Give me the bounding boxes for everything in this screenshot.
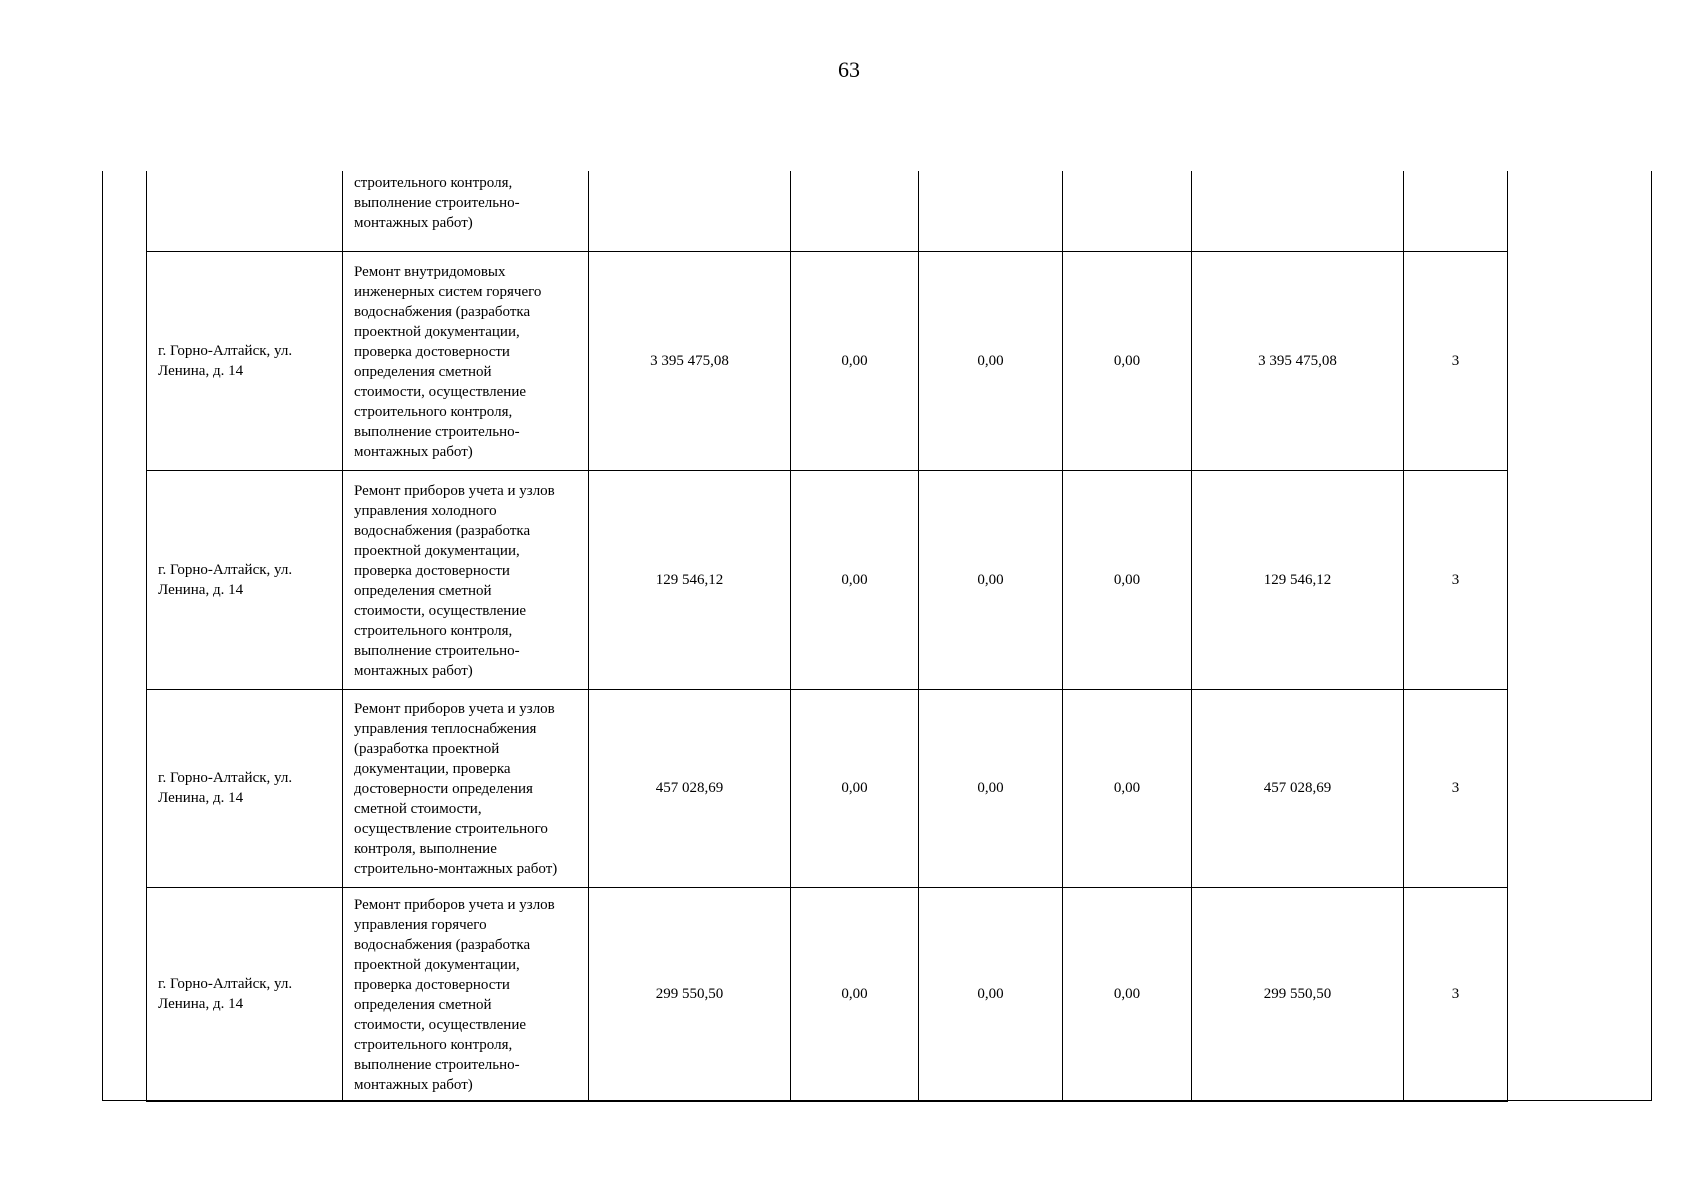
amount-2-cell: [919, 171, 1063, 251]
table-row: [147, 251, 1508, 470]
address-cell: [147, 251, 343, 470]
description-cell: [343, 251, 589, 470]
address-text: г. Горно-Алтайск, ул. Ленина, д. 14: [158, 976, 293, 1012]
address-text: г. Горно-Алтайск, ул. Ленина, д. 14: [158, 561, 293, 598]
address-text: г. Горно-Алтайск, ул. Ленина, д. 14: [158, 770, 293, 806]
amount-total-cell: 129 546,12: [589, 470, 791, 689]
description-cell: [343, 470, 589, 689]
amount-3-cell: 0,00: [1063, 887, 1192, 1101]
amount-2-cell: 0,00: [919, 887, 1063, 1101]
description-cell: [343, 689, 589, 887]
address-cell: [147, 470, 343, 689]
count-cell: [1404, 171, 1508, 251]
table-row-continuation: [147, 171, 1508, 251]
amount-2-cell: 0,00: [919, 689, 1063, 887]
table-row: [147, 470, 1508, 689]
amount-1-cell: 0,00: [791, 887, 919, 1101]
amount-1-cell: 0,00: [791, 251, 919, 470]
table-row: [147, 887, 1508, 1101]
address-cell: [147, 689, 343, 887]
amount-2-cell: 0,00: [919, 470, 1063, 689]
amount-total-cell: 299 550,50: [589, 887, 791, 1101]
description-text: Ремонт приборов учета и узлов управления горячего водоснабжения (разработка проектной документации, проверка достоверности определения сметной стоимости, осуществление строительного контроля, выполнение строительно- монтажных работ): [354, 897, 555, 1093]
count-cell: 3: [1404, 689, 1508, 887]
amount-3-cell: 0,00: [1063, 251, 1192, 470]
address-text: г. Горно-Алтайск, ул. Ленина, д. 14: [158, 342, 293, 379]
page-number: 63: [838, 57, 860, 82]
description-text: строительного контроля, выполнение строительно- монтажных работ): [354, 175, 520, 231]
amount-4-cell: 457 028,69: [1192, 689, 1404, 887]
amount-3-cell: 0,00: [1063, 689, 1192, 887]
amount-1-cell: [791, 171, 919, 251]
amount-total-cell: 457 028,69: [589, 689, 791, 887]
works-table: [146, 171, 1508, 1102]
description-cell: [343, 171, 589, 251]
amount-total-cell: [589, 171, 791, 251]
address-cell: [147, 887, 343, 1101]
amount-1-cell: 0,00: [791, 470, 919, 689]
count-cell: 3: [1404, 251, 1508, 470]
amount-1-cell: 0,00: [791, 689, 919, 887]
count-cell: 3: [1404, 887, 1508, 1101]
description-text: Ремонт приборов учета и узлов управления теплоснабжения (разработка проектной документации, проверка достоверности определения сметной стоимости, осуществление строительного контроля, выполнение строительно-монтажных работ): [354, 701, 558, 877]
description-cell: [343, 887, 589, 1101]
amount-2-cell: 0,00: [919, 251, 1063, 470]
amount-total-cell: 3 395 475,08: [589, 251, 791, 470]
count-cell: 3: [1404, 470, 1508, 689]
amount-4-cell: 299 550,50: [1192, 887, 1404, 1101]
amount-4-cell: 3 395 475,08: [1192, 251, 1404, 470]
amount-4-cell: [1192, 171, 1404, 251]
address-cell: [147, 171, 343, 251]
description-text: Ремонт приборов учета и узлов управления холодного водоснабжения (разработка проектной документации, проверка достоверности определения сметной стоимости, осуществление строительного контроля, выполнение строительно- монтажных работ): [354, 482, 555, 679]
amount-4-cell: 129 546,12: [1192, 470, 1404, 689]
amount-3-cell: [1063, 171, 1192, 251]
amount-3-cell: 0,00: [1063, 470, 1192, 689]
table-row: [147, 689, 1508, 887]
description-text: Ремонт внутридомовых инженерных систем горячего водоснабжения (разработка проектной документации, проверка достоверности определения сметной стоимости, осуществление строительного контроля, выполнение строительно- монтажных работ): [354, 263, 542, 460]
